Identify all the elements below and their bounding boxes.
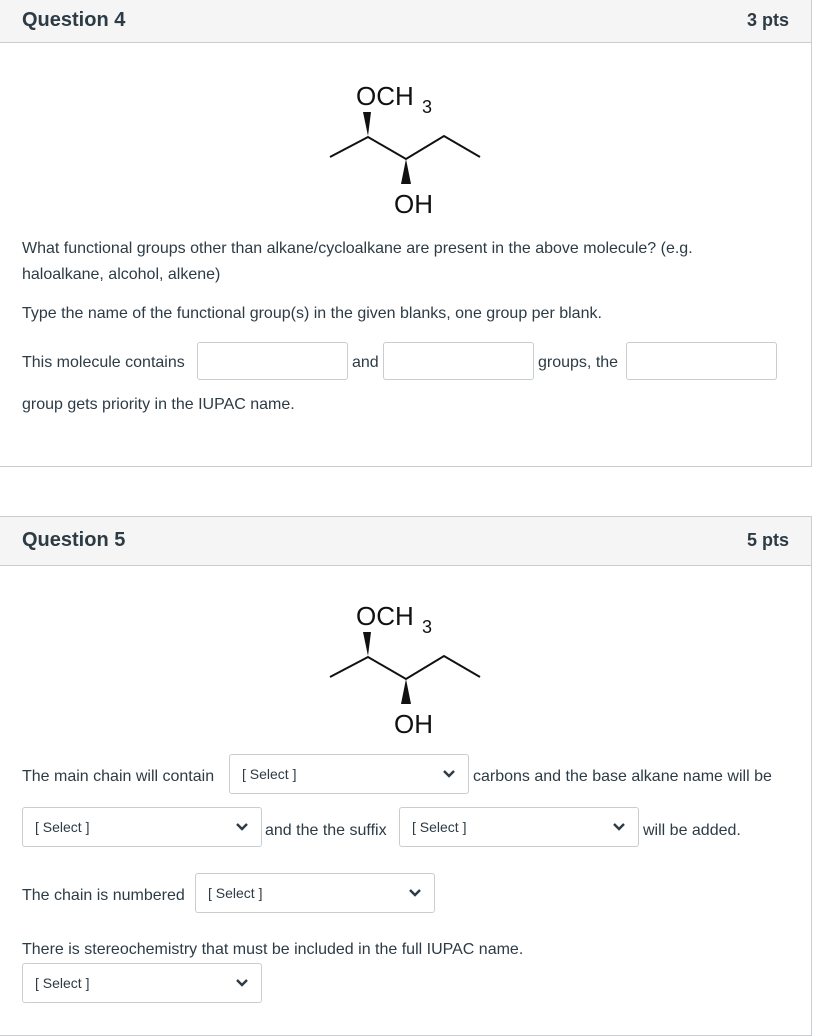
q5-och3-subscript: 3 bbox=[422, 617, 433, 637]
q4-och3-subscript: 3 bbox=[422, 97, 433, 117]
q5-select-carbons-value: [ Select ] bbox=[242, 766, 297, 782]
q4-blank-2[interactable] bbox=[383, 342, 534, 380]
q5-stereo-text: There is stereochemistry that must be included in the full IUPAC name. bbox=[22, 941, 524, 958]
q5-line1-prefix: The main chain will contain bbox=[22, 768, 215, 785]
q4-prompt-line2: haloalkane, alcohol, alkene) bbox=[22, 266, 221, 283]
q5-wedge-bond-top bbox=[363, 632, 371, 656]
question-4-points: 3 pts bbox=[746, 10, 789, 30]
q4-wedge-bond-bottom bbox=[401, 159, 411, 184]
question-4-header bbox=[0, 0, 811, 43]
question-4-prompt bbox=[22, 236, 782, 288]
q5-select-numbering[interactable] bbox=[195, 873, 435, 913]
q4-sentence-part3: groups, the bbox=[538, 354, 619, 371]
question-5-title: Question 5 bbox=[22, 529, 126, 551]
question-5-header bbox=[0, 517, 811, 566]
q5-line1-suffix: carbons and the base alkane name will be bbox=[473, 768, 772, 785]
question-4-card bbox=[0, 0, 812, 467]
q4-prompt-line1: What functional groups other than alkane/cycloalkane are present in the above molecule? (e.g. bbox=[22, 240, 693, 257]
q5-select-base-name-value: [ Select ] bbox=[35, 819, 90, 835]
q5-select-carbons[interactable] bbox=[229, 754, 469, 794]
q4-blank-3[interactable] bbox=[626, 342, 777, 380]
question-4-instruction: Type the name of the functional group(s) in the given blanks, one group per blank. bbox=[22, 305, 602, 322]
q5-line2-mid: and the the suffix bbox=[265, 822, 387, 839]
q5-line3-prefix: The chain is numbered bbox=[22, 887, 185, 904]
question-4-title: Question 4 bbox=[22, 9, 126, 31]
q4-carbon-chain bbox=[330, 136, 480, 159]
q5-och3-label: OCH bbox=[356, 601, 414, 631]
question-5-card bbox=[0, 516, 812, 1036]
q5-select-suffix[interactable] bbox=[399, 807, 639, 847]
q4-sentence-part2: and bbox=[352, 354, 379, 371]
q5-select-base-name[interactable] bbox=[22, 807, 262, 847]
q5-oh-label: OH bbox=[394, 709, 433, 739]
question-5-points: 5 pts bbox=[746, 530, 789, 550]
q4-blank-1[interactable] bbox=[197, 342, 348, 380]
q4-och3-label: OCH bbox=[356, 81, 414, 111]
chevron-down-icon bbox=[235, 976, 249, 990]
q4-sentence-part4: group gets priority in the IUPAC name. bbox=[22, 396, 295, 413]
q5-wedge-bond-bottom bbox=[401, 679, 411, 704]
chevron-down-icon bbox=[408, 886, 422, 900]
question-4-molecule bbox=[310, 77, 510, 227]
chevron-down-icon bbox=[612, 820, 626, 834]
q5-select-suffix-value: [ Select ] bbox=[412, 819, 467, 835]
chevron-down-icon bbox=[442, 767, 456, 781]
question-5-molecule bbox=[310, 597, 510, 747]
q5-carbon-chain bbox=[330, 656, 480, 679]
q5-select-stereo-value: [ Select ] bbox=[35, 975, 90, 991]
q4-sentence-part1: This molecule contains bbox=[22, 354, 185, 371]
q4-oh-label: OH bbox=[394, 189, 433, 219]
q4-wedge-bond-top bbox=[363, 112, 371, 136]
q5-line2-suffix: will be added. bbox=[643, 822, 741, 839]
q5-select-numbering-value: [ Select ] bbox=[208, 885, 263, 901]
chevron-down-icon bbox=[235, 820, 249, 834]
q5-select-stereo[interactable] bbox=[22, 963, 262, 1003]
